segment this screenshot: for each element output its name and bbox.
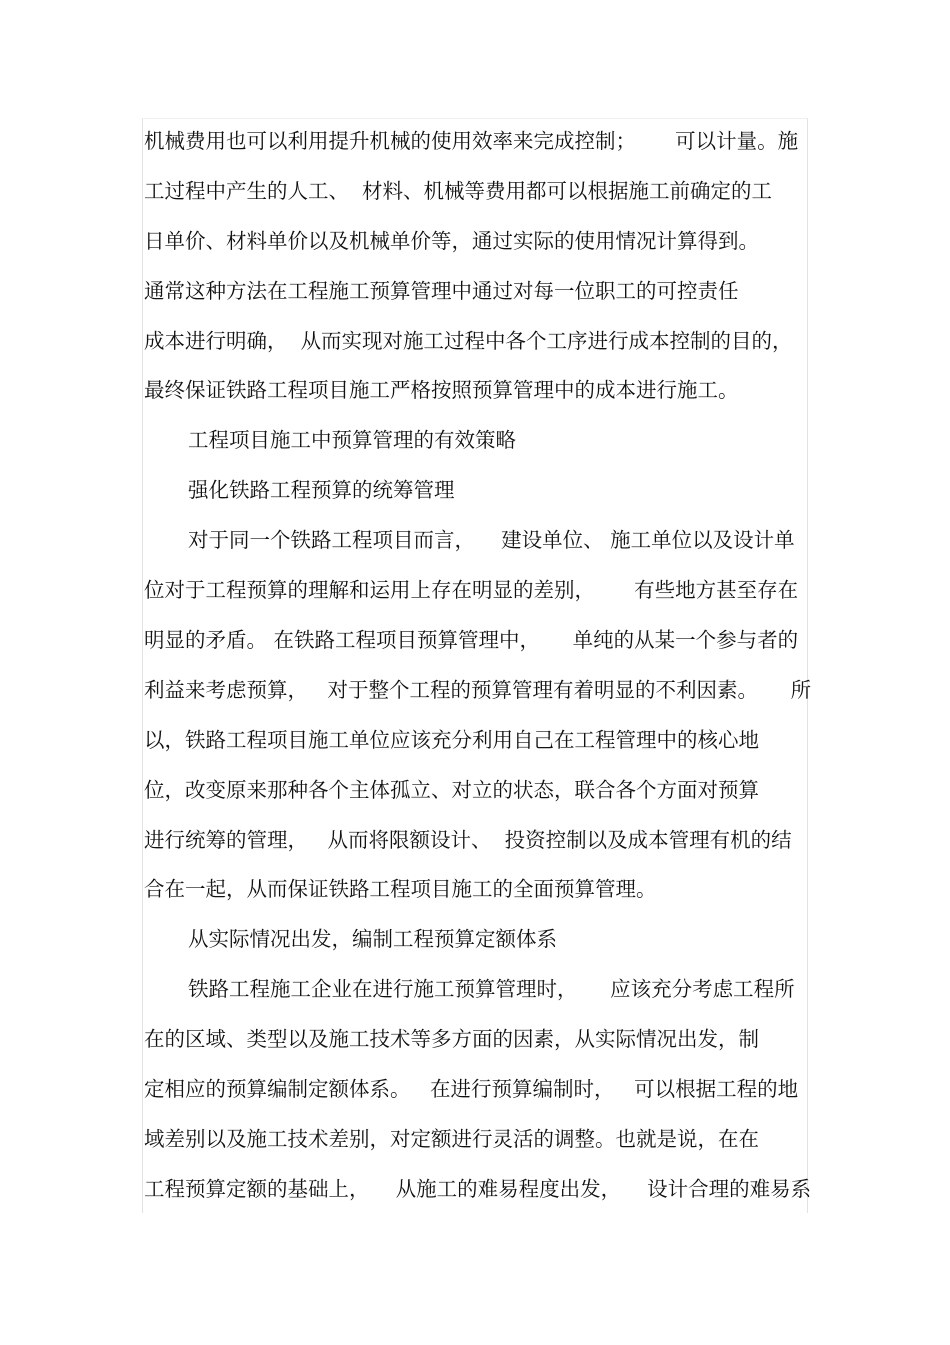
text-line-12: 利益来考虑预算， 对于整个工程的预算管理有着明显的不利因素。 所 (144, 678, 812, 702)
subsection-heading-1: 强化铁路工程预算的统筹管理 (188, 478, 455, 502)
text-line-21: 域差别以及施工技术差别，对定额进行灵活的调整。也就是说，在在 (144, 1127, 759, 1151)
text-line-3: 日单价、材料单价以及机械单价等，通过实际的使用情况计算得到。 (144, 229, 759, 253)
text-line-4: 通常这种方法在工程施工预算管理中通过对每一位职工的可控责任 (144, 279, 739, 303)
text-line-14: 位，改变原来那种各个主体孤立、对立的状态，联合各个方面对预算 (144, 778, 759, 802)
paragraph-start-2: 铁路工程施工企业在进行施工预算管理时， 应该充分考虑工程所 (188, 977, 795, 1001)
subsection-heading-2: 从实际情况出发，编制工程预算定额体系 (188, 927, 557, 951)
text-line-10: 位对于工程预算的理解和运用上存在明显的差别， 有些地方甚至存在 (144, 578, 799, 602)
text-line-13: 以，铁路工程项目施工单位应该充分利用自己在工程管理中的核心地 (144, 728, 759, 752)
paragraph-start-1: 对于同一个铁路工程项目而言， 建设单位、 施工单位以及设计单 (188, 528, 795, 552)
text-line-20: 定相应的预算编制定额体系。 在进行预算编制时， 可以根据工程的地 (144, 1077, 799, 1101)
section-heading: 工程项目施工中预算管理的有效策略 (188, 428, 516, 452)
text-line-5: 成本进行明确， 从而实现对施工过程中各个工序进行成本控制的目的， (144, 329, 793, 353)
text-line-11: 明显的矛盾。 在铁路工程项目预算管理中， 单纯的从某一个参与者的 (144, 628, 799, 652)
text-line-15: 进行统筹的管理， 从而将限额设计、 投资控制以及成本管理有机的结 (144, 828, 792, 852)
text-line-16: 合在一起，从而保证铁路工程项目施工的全面预算管理。 (144, 877, 657, 901)
text-line-6: 最终保证铁路工程项目施工严格按照预算管理中的成本进行施工。 (144, 378, 739, 402)
text-line-2: 工过程中产生的人工、 材料、机械等费用都可以根据施工前确定的工 (144, 179, 773, 203)
text-line-1: 机械费用也可以利用提升机械的使用效率来完成控制； 可以计量。施 (144, 129, 799, 153)
text-line-19: 在的区域、类型以及施工技术等多方面的因素，从实际情况出发，制 (144, 1027, 759, 1051)
text-line-22: 工程预算定额的基础上， 从施工的难易程度出发， 设计合理的难易系 (144, 1177, 812, 1201)
